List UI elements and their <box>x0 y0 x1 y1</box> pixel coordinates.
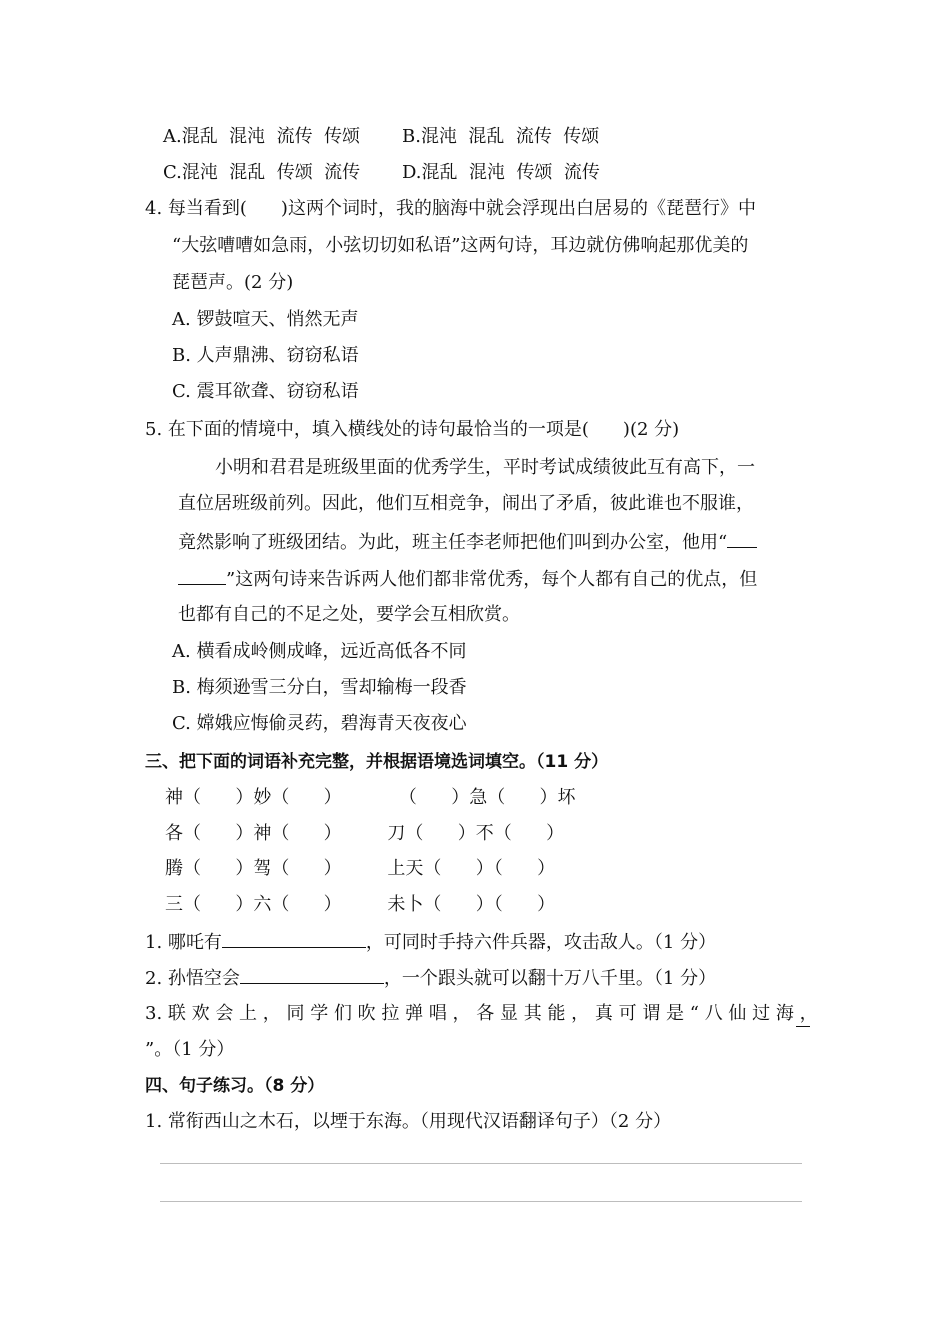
q5-passage-line5: 也都有自己的不足之处，要学会互相欣赏。 <box>178 604 520 625</box>
q4-stem-line3: 琵琶声。(2 分) <box>172 272 294 293</box>
section3-q2: 2. 孙悟空会 ，一个跟头就可以翻十万八千里。（1 分） <box>145 965 716 991</box>
q4-stem-line2: “大弦嘈嘈如急雨，小弦切切如私语”这两句诗，耳边就仿佛响起那优美的 <box>172 235 749 256</box>
q4-option-a: A. 锣鼓喧天、悄然无声 <box>172 309 359 330</box>
section4-q1: 1. 常衔西山之木石，以堙于东海。（用现代汉语翻译句子）（2 分） <box>145 1111 672 1132</box>
idiom-row-2: 各（ ）神（ ） 刀（ ）不（ ） <box>165 823 565 844</box>
answer-line-2[interactable] <box>160 1201 802 1202</box>
section3-q1-blank[interactable] <box>222 929 366 948</box>
q3-option-d: D.混乱 混沌 传颂 流传 <box>402 162 600 183</box>
q5-stem: 5. 在下面的情境中，填入横线处的诗句最恰当的一项是( )(2 分) <box>145 419 680 440</box>
idiom-row-1: 神（ ）妙（ ） （ ）急（ ）坏 <box>165 787 576 808</box>
q4-option-b: B. 人声鼎沸、窃窃私语 <box>172 345 359 366</box>
q3-option-b: B.混沌 混乱 流传 传颂 <box>402 126 600 147</box>
q5-option-c: C. 嫦娥应悔偷灵药，碧海青天夜夜心 <box>172 713 467 734</box>
q5-passage-line2: 直位居班级前列。因此，他们互相竞争，闹出了矛盾，彼此谁也不服谁， <box>178 493 754 514</box>
idiom-row-4: 三（ ）六（ ） 未卜（ ）（ ） <box>165 894 556 915</box>
answer-line-1[interactable] <box>160 1163 802 1164</box>
section3-q2-blank[interactable] <box>240 965 384 984</box>
section3-q1: 1. 哪吒有 ，可同时手持六件兵器，攻击敌人。（1 分） <box>145 929 716 955</box>
q4-stem-line1: 4. 每当看到( )这两个词时，我的脑海中就会浮现出白居易的《琵琶行》中 <box>145 198 756 219</box>
section3-q3-line1: 3. 联 欢 会 上 ， 同 学 们 吹 拉 弹 唱 ， 各 显 其 能 ， 真 可 谓 是 “ 八 仙 过 海 ， <box>145 1003 818 1024</box>
q5-fill-blank-end[interactable] <box>178 566 226 585</box>
q5-passage-line4: ”这两句诗来告诉两人他们都非常优秀，每个人都有自己的优点，但 <box>178 566 757 592</box>
q5-option-a: A. 横看成岭侧成峰，远近高低各不同 <box>172 641 467 662</box>
q5-passage-line3: 竟然影响了班级团结。为此，班主任李老师把他们叫到办公室，他用“ <box>178 529 757 555</box>
q5-fill-blank-start[interactable] <box>727 529 757 548</box>
section3-title: 三、把下面的词语补充完整，并根据语境选词填空。（11 分） <box>145 752 609 772</box>
section3-q3-blank[interactable] <box>796 1008 810 1027</box>
q3-option-a: A.混乱 混沌 流传 传颂 <box>163 126 361 147</box>
q5-passage-line1: 小明和君君是班级里面的优秀学生，平时考试成绩彼此互有高下，一 <box>215 457 755 478</box>
section3-q3-line2: ”。（1 分） <box>145 1039 235 1060</box>
idiom-row-3: 腾（ ）驾（ ） 上天（ ）（ ） <box>165 858 556 879</box>
q3-option-c: C.混沌 混乱 传颂 流传 <box>163 162 361 183</box>
q5-option-b: B. 梅须逊雪三分白，雪却输梅一段香 <box>172 677 467 698</box>
section4-title: 四、句子练习。（8 分） <box>145 1076 325 1096</box>
q4-option-c: C. 震耳欲聋、窃窃私语 <box>172 381 359 402</box>
